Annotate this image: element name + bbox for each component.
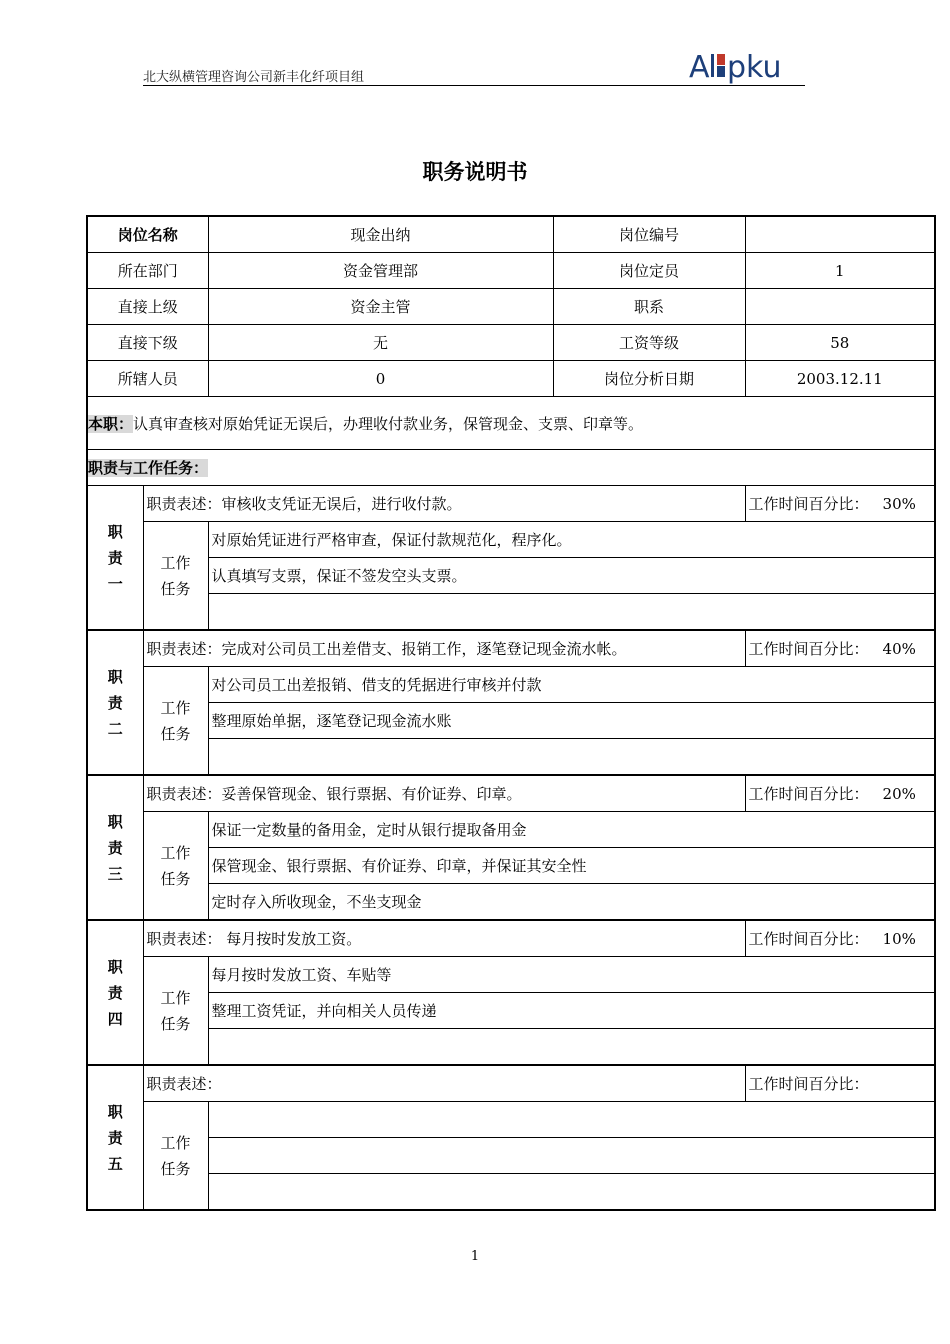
svg-text:A: A: [689, 50, 710, 84]
info-label: 岗位分析日期: [553, 361, 745, 397]
duty-label-text: 职责二: [107, 667, 123, 738]
info-value: 现金出纳: [208, 216, 553, 253]
work-label-text: 工作任务: [160, 1133, 191, 1178]
pct-label: 工作时间百分比：: [748, 640, 869, 658]
section-label: 职责与工作任务：: [88, 459, 209, 477]
duty-label: [87, 486, 143, 631]
task-text: 整理原始单据，逐笔登记现金流水账: [208, 703, 935, 739]
work-label: [143, 1102, 208, 1211]
task-text: 对公司员工出差报销、借支的凭据进行审核并付款: [208, 667, 935, 703]
benzhi-text: 认真审查核对原始凭证无误后，办理收付款业务，保管现金、支票、印章等。: [133, 414, 644, 433]
task-row: [87, 594, 935, 631]
pct-value: 30%: [882, 495, 916, 513]
info-label: 岗位定员: [553, 253, 745, 289]
task-row: [87, 957, 935, 993]
duty-pct: [745, 920, 935, 957]
duty-label-text: 职责三: [107, 812, 123, 883]
task-row: [87, 884, 935, 921]
info-label: 岗位编号: [553, 216, 745, 253]
info-value: 0: [208, 361, 553, 397]
job-description-table: [86, 215, 936, 1211]
allpku-logo-icon: [687, 50, 805, 84]
task-text: 保证一定数量的备用金，定时从银行提取备用金: [208, 812, 935, 848]
task-text: [208, 1174, 935, 1211]
task-text: [208, 594, 935, 631]
work-label: [143, 812, 208, 921]
task-row: [87, 1174, 935, 1211]
page-number: 1: [470, 1249, 480, 1264]
task-row: [87, 1029, 935, 1066]
task-row: [87, 812, 935, 848]
pct-value: 40%: [882, 640, 916, 658]
info-value: 58: [745, 325, 935, 361]
task-text: 定时存入所收现金，不坐支现金: [208, 884, 935, 921]
info-label: 工资等级: [553, 325, 745, 361]
task-row: [87, 522, 935, 558]
duty-pct: [745, 775, 935, 812]
task-text: [208, 1138, 935, 1174]
task-text: [208, 1029, 935, 1066]
task-text: 每月按时发放工资、车贴等: [208, 957, 935, 993]
task-row: [87, 558, 935, 594]
work-label-text: 工作任务: [160, 553, 191, 598]
duty-desc: 职责表述：审核收支凭证无误后，进行收付款。: [143, 486, 745, 522]
task-text: 整理工资凭证，并向相关人员传递: [208, 993, 935, 1029]
duty-desc: 职责表述：: [143, 1065, 745, 1102]
info-label: 岗位名称: [87, 216, 208, 253]
work-label: [143, 522, 208, 631]
duty-desc: 职责表述：完成对公司员工出差借支、报销工作，逐笔登记现金流水帐。: [143, 630, 745, 667]
task-text: 保管现金、银行票据、有价证券、印章，并保证其安全性: [208, 848, 935, 884]
benzhi-row: [87, 397, 935, 450]
duty-desc: 职责表述：妥善保管现金、银行票据、有价证券、印章。: [143, 775, 745, 812]
pct-value: 20%: [882, 785, 916, 803]
task-text: [208, 739, 935, 776]
info-value: [745, 289, 935, 325]
info-value: 资金主管: [208, 289, 553, 325]
duty-pct: [745, 486, 935, 522]
duty-label: [87, 630, 143, 775]
duty-desc-row: [87, 630, 935, 667]
duty-label: [87, 775, 143, 920]
task-row: [87, 848, 935, 884]
duty-desc-row: [87, 1065, 935, 1102]
task-text: 认真填写支票，保证不签发空头支票。: [208, 558, 935, 594]
duty-label-text: 职责一: [107, 522, 123, 593]
task-row: [87, 993, 935, 1029]
duty-label: [87, 920, 143, 1065]
info-value: 1: [745, 253, 935, 289]
pct-label: 工作时间百分比：: [748, 930, 869, 948]
info-row: [87, 289, 935, 325]
pct-label: 工作时间百分比：: [748, 1075, 869, 1093]
task-row: [87, 739, 935, 776]
task-row: [87, 1138, 935, 1174]
duty-pct: [745, 1065, 935, 1102]
info-value: 无: [208, 325, 553, 361]
duty-pct: [745, 630, 935, 667]
info-label: 直接下级: [87, 325, 208, 361]
task-row: [87, 703, 935, 739]
info-label: 直接上级: [87, 289, 208, 325]
work-label-text: 工作任务: [160, 698, 191, 743]
work-label: [143, 667, 208, 776]
benzhi-label: 本职：: [88, 414, 134, 433]
info-row: [87, 216, 935, 253]
pct-label: 工作时间百分比：: [748, 785, 869, 803]
section-cell: [87, 450, 935, 486]
page-title: 职务说明书: [422, 160, 528, 184]
task-text: [208, 1102, 935, 1138]
duty-desc-row: [87, 775, 935, 812]
info-value: 2003.12.11: [745, 361, 935, 397]
section-row: [87, 450, 935, 486]
work-label: [143, 957, 208, 1066]
info-label: 所辖人员: [87, 361, 208, 397]
task-row: [87, 1102, 935, 1138]
info-value: 资金管理部: [208, 253, 553, 289]
duty-desc-row: [87, 920, 935, 957]
duty-label-text: 职责五: [107, 1102, 123, 1173]
benzhi-cell: [87, 397, 935, 450]
info-label: 职系: [553, 289, 745, 325]
work-label-text: 工作任务: [160, 988, 191, 1033]
header-org: 北大纵横管理咨询公司新丰化纤项目组: [143, 70, 365, 85]
pct-label: 工作时间百分比：: [748, 495, 869, 513]
info-row: [87, 361, 935, 397]
task-row: [87, 667, 935, 703]
info-row: [87, 325, 935, 361]
info-label: 所在部门: [87, 253, 208, 289]
duty-desc-row: [87, 486, 935, 522]
pct-value: 10%: [882, 930, 916, 948]
duty-desc: 职责表述： 每月按时发放工资。: [143, 920, 745, 957]
work-label-text: 工作任务: [160, 843, 191, 888]
page-header: [143, 50, 805, 86]
duty-label-text: 职责四: [107, 957, 123, 1028]
task-text: 对原始凭证进行严格审查，保证付款规范化，程序化。: [208, 522, 935, 558]
duty-label: [87, 1065, 143, 1210]
svg-text:pku: pku: [727, 50, 782, 84]
info-value: [745, 216, 935, 253]
info-row: [87, 253, 935, 289]
